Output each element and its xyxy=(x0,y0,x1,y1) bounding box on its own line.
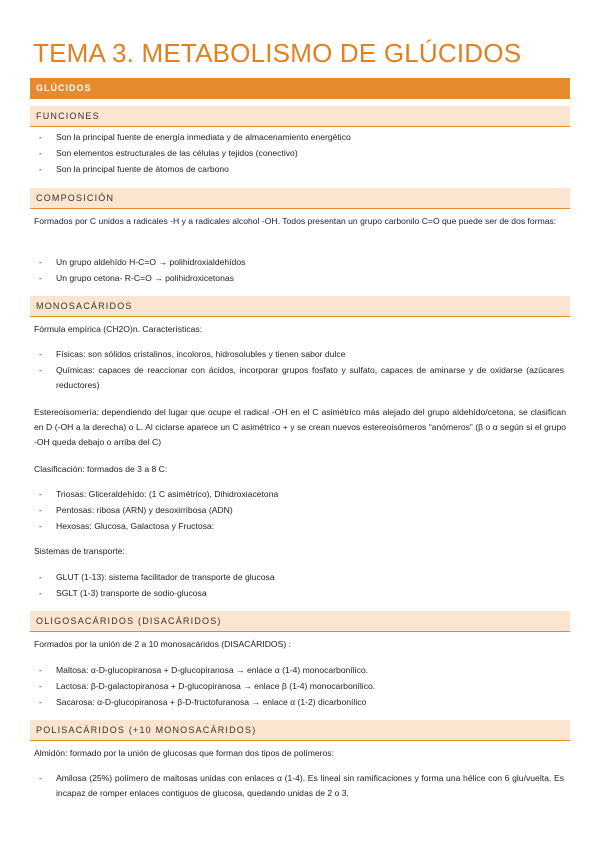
list-item xyxy=(39,679,564,694)
list-item xyxy=(39,130,564,145)
list-item-text: GLUT (1-13): sistema facilitador de transporte de glucosa xyxy=(56,572,275,582)
list-item-text: Un grupo aldehído H-C=O → polihidroxialdehídos xyxy=(56,257,246,267)
list-item xyxy=(39,255,564,270)
section-heading-oligosacaridos: OLIGOSACÁRIDOS (DISACÁRIDOS) xyxy=(30,611,570,632)
bullet-dash: - xyxy=(39,521,42,531)
paragraph: Almidón: formado por la unión de glucosas que forman dos tipos de polímeros: xyxy=(34,748,334,758)
page-title: TEMA 3. METABOLISMO DE GLÚCIDOS xyxy=(33,38,522,68)
list-item xyxy=(39,663,564,678)
list-item-text: Triosas: Gliceraldehído: (1 C asimétrico), Dihidroxiacetona xyxy=(56,489,279,499)
list-item-text: Son la principal fuente de energía inmediata y de almacenamiento energético xyxy=(56,132,351,142)
list-item xyxy=(39,363,564,393)
list-item-text: Hexosas: Glucosa, Galactosa y Fructosa: xyxy=(56,521,215,531)
bullet-dash: - xyxy=(39,148,42,158)
bullet-dash: - xyxy=(39,132,42,142)
list-item xyxy=(39,162,564,177)
list-item-text: SGLT (1-3) transporte de sodio-glucosa xyxy=(56,588,207,598)
bullet-dash: - xyxy=(39,349,42,359)
section-heading-composicion: COMPOSICIÓN xyxy=(30,188,570,209)
list-item-text: Maltosa: α-D-glucopiranosa + D-glucopiranosa → enlace α (1-4) monocarbonílico. xyxy=(56,665,369,675)
bullet-dash: - xyxy=(39,489,42,499)
section-heading-monosacaridos: MONOSACÁRIDOS xyxy=(30,296,570,317)
list-item-text: Amilosa (25%) polímero de maltosas unidas con enlaces α (1-4). Es lineal sin ramificaciones y forma una hélice con 6 glu/vuelta. Es incapaz de romper enlaces contiguos de glucosa, quedando unidas de 2 o 3. xyxy=(56,773,564,799)
bullet-dash: - xyxy=(39,773,42,783)
bullet-dash: - xyxy=(39,665,42,675)
list-item-text: Químicas: capaces de reaccionar con ácidos, incorporar grupos fosfato y sulfato, capaces de aminarse y de oxidarse (azúcares reductores) xyxy=(56,365,564,391)
bullet-dash: - xyxy=(39,365,42,375)
chapter-banner: GLÚCIDOS xyxy=(30,78,570,99)
list-item-text: Físicas: son sólidos cristalinos, incoloros, hidrosolubles y tienen sabor dulce xyxy=(56,349,346,359)
list-item xyxy=(39,570,564,585)
list-item xyxy=(39,271,564,286)
section-heading-polisacaridos: POLISACÁRIDOS (+10 MONOSACÁRIDOS) xyxy=(30,720,570,741)
list-item-text: Sacarosa: α-D-glucopiranosa + β-D-fructofuranosa → enlace α (1-2) dicarbonílico xyxy=(56,697,367,707)
paragraph: Clasificación: formados de 3 a 8 C: xyxy=(34,464,168,474)
bullet-dash: - xyxy=(39,505,42,515)
list-item xyxy=(39,586,564,601)
section-heading-funciones: FUNCIONES xyxy=(30,106,570,127)
bullet-dash: - xyxy=(39,697,42,707)
bullet-dash: - xyxy=(39,681,42,691)
list-item-text: Pentosas: ribosa (ARN) y desoxirribosa (ADN) xyxy=(56,505,233,515)
list-item xyxy=(39,347,564,362)
bullet-dash: - xyxy=(39,572,42,582)
paragraph: Formados por C unidos a radicales -H y a radicales alcohol -OH. Todos presentan un grupo carbonilo C=O que puede ser de dos formas: xyxy=(34,216,557,226)
paragraph: Sistemas de transporte: xyxy=(34,546,125,556)
list-item-text: Son la principal fuente de átomos de carbono xyxy=(56,164,229,174)
bullet-dash: - xyxy=(39,588,42,598)
bullet-dash: - xyxy=(39,164,42,174)
list-item-text: Un grupo cetona- R-C=O → polihidroxicetonas xyxy=(56,273,234,283)
list-item-text: Lactosa: β-D-galactopiranosa + D-glucopiranosa → enlace β (1-4) monocarbonílico. xyxy=(56,681,376,691)
paragraph: Estereoisomería: dependiendo del lugar que ocupe el radical -OH en el C asimétrico más alejado del grupo aldehído/cetona, se clasifican en D (-OH a la derecha) o L. Al ciclarse aparece un C asimétrico + y se crean nuevos estereoisómeros “anómeros” (β o α según si el grupo -OH queda debajo o arriba del C) xyxy=(34,407,566,448)
list-item xyxy=(39,503,564,518)
list-item xyxy=(39,771,564,801)
list-item-text: Son elementos estructurales de las células y tejidos (conectivo) xyxy=(56,148,298,158)
bullet-dash: - xyxy=(39,257,42,267)
list-item xyxy=(39,695,564,710)
list-item xyxy=(39,146,564,161)
paragraph: Fórmula empírica (CH2O)n. Características: xyxy=(34,324,203,334)
bullet-dash: - xyxy=(39,273,42,283)
list-item xyxy=(39,519,564,534)
list-item xyxy=(39,487,564,502)
paragraph: Formados por la unión de 2 a 10 monosacáridos (DISACÁRIDOS) : xyxy=(34,639,291,649)
